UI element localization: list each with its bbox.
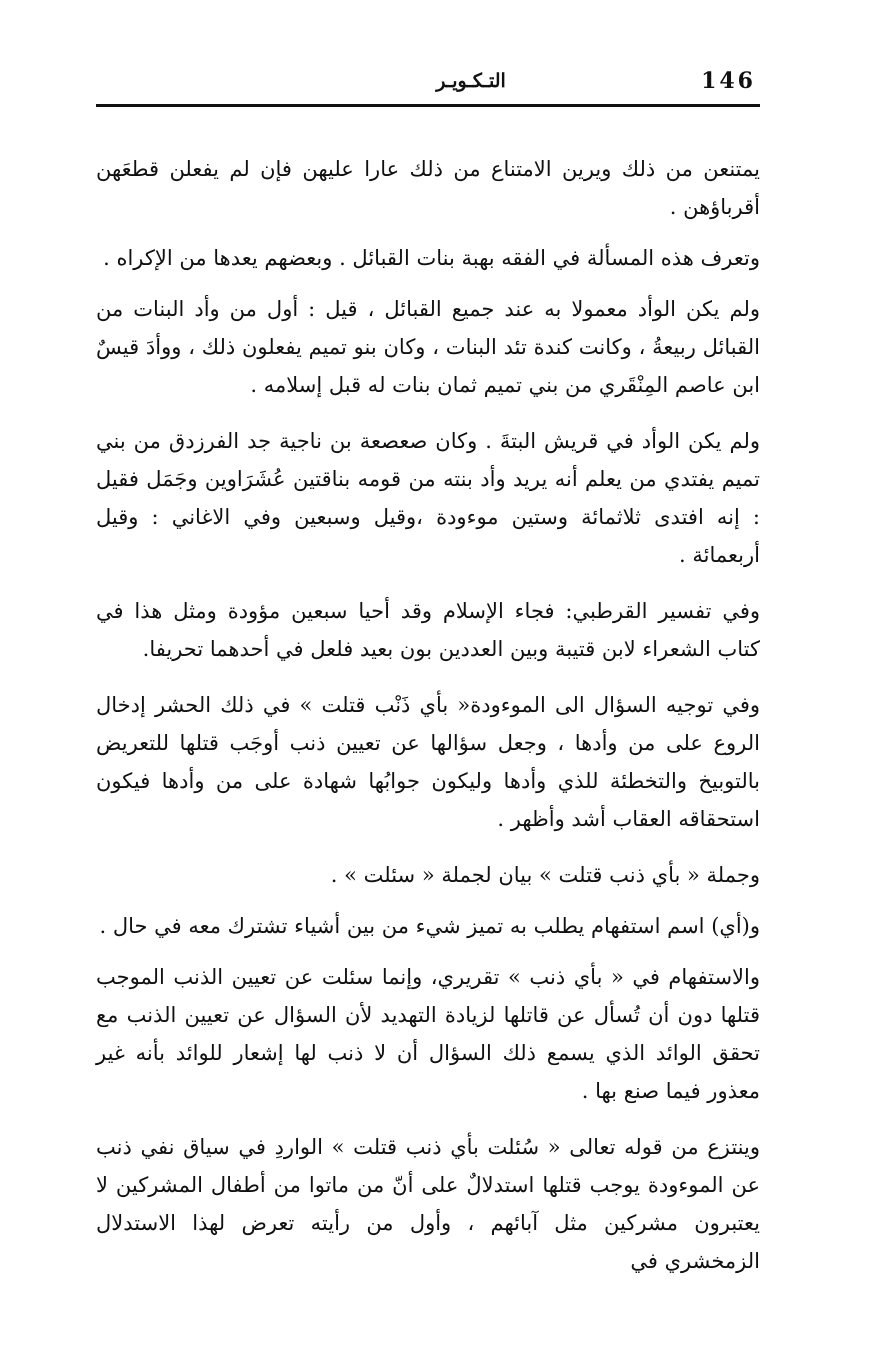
header-divider bbox=[96, 104, 760, 107]
page-number: 146 bbox=[701, 68, 756, 94]
page-header bbox=[96, 68, 758, 100]
paragraph: وفي تفسير القرطبي: فجاء الإسلام وقد أحيا سبعين مؤودة ومثل هذا في كتاب الشعراء لابن قتيبة وبين العددين بون بعيد فلعل في أحدهما تحريفا. bbox=[96, 599, 760, 661]
paragraph: وفي توجيه السؤال الى الموءودة« بأي ذَنْب قتلت » في ذلك الحشر إدخال الروع على من وأدها ، وجعل سؤالها عن تعيين ذنب أوجَب قتلها للتعريض بالتوبيخ والتخطئة للذي وأدها وليكون جوابُها شهادة على من وأدها فيكون استحقاقه العقاب أشد وأظهر . bbox=[96, 693, 760, 831]
running-title: التـكـويـر bbox=[436, 70, 506, 92]
paragraph: وينتزع من قوله تعالى « سُئلت بأي ذنب قتلت » الواردِ في سياق نفي ذنب عن الموءودة يوجب قتلها استدلالٌ على أنّ من ماتوا من أطفال المشركين لا يعتبرون مشركين مثل آبائهم ، وأول من رأيته تعرض لهذا الاستدلال الزمخشري في bbox=[96, 1135, 760, 1273]
paragraph: و(أي) اسم استفهام يطلب به تميز شيء من بين أشياء تشترك معه في حال . bbox=[99, 914, 760, 938]
paragraph: وجملة « بأي ذنب قتلت » بيان لجملة « سئلت » . bbox=[330, 863, 760, 887]
paragraph: وتعرف هذه المسألة في الفقه بهبة بنات القبائل . وبعضهم يعدها من الإكراه . bbox=[103, 246, 760, 270]
paragraph: ولم يكن الوأد معمولا به عند جميع القبائل ، قيل : أول من وأد البنات من القبائل ربيعةُ ، وكانت كندة تئد البنات ، وكان بنو تميم يفعلون ذلك ، ووأدَ قيسٌ ابن عاصم المِنْقَري من بني تميم ثمان بنات له قبل إسلامه . bbox=[96, 297, 760, 397]
paragraph: يمتنعن من ذلك ويرين الامتناع من ذلك عارا عليهن فإن لم يفعلن قطعَهن أقرباؤهن . bbox=[96, 157, 760, 219]
paragraph: ولم يكن الوأد في قريش البتةَ . وكان صعصعة بن ناجية جد الفرزدق من بني تميم يفتدي من يعلم أنه يريد وأد بنته من قومه بناقتين عُشَرَاوين وجَمَل فقيل : إنه افتدى ثلاثمائة وستين موءودة ،وقيل وسبعين وفي الاغاني : وقيل أربعمائة . bbox=[96, 429, 760, 567]
page-body bbox=[96, 150, 760, 1293]
paragraph: والاستفهام في « بأي ذنب » تقريري، وإنما سئلت عن تعيين الذنب الموجب قتلها دون أن تُسأل عن قاتلها لزيادة التهديد لأن السؤال عن تعيين الذنب مع تحقق الوائد الذي يسمع ذلك السؤال أن لا ذنب لها إشعار للوائد بأنه غير معذور فيما صنع بها . bbox=[96, 965, 760, 1103]
